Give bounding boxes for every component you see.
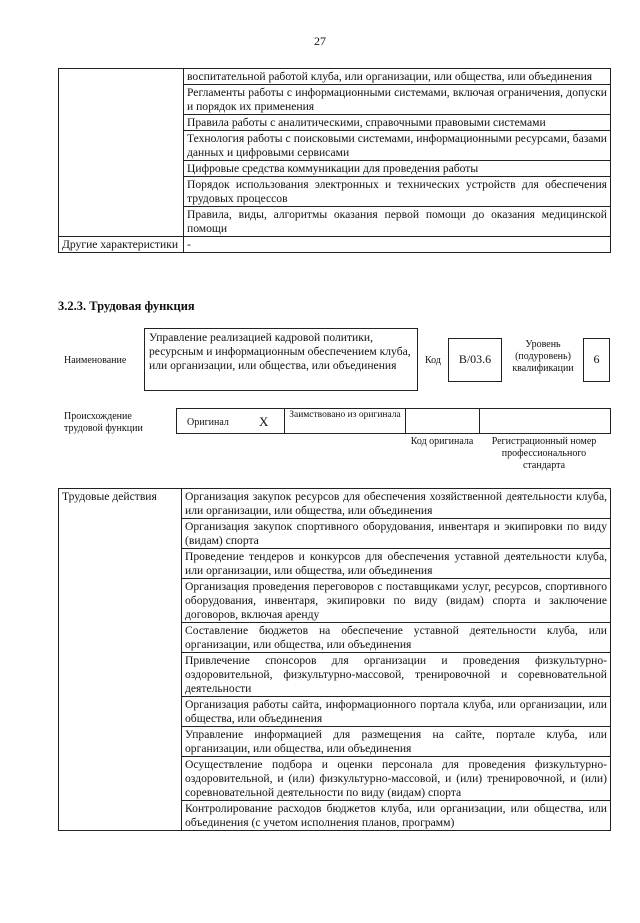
labor-action-item: Контролирование расходов бюджетов клуба, или организации, или общества, или объединения (с учетом исполнения планов, программ)	[182, 801, 611, 831]
divider	[479, 408, 480, 434]
level-label: Уровень (подуровень) квалификации	[512, 339, 574, 374]
knowledge-item: Технология работы с поисковыми системами, информационными ресурсами, базами данных и цифровыми сервисами	[184, 131, 611, 161]
divider	[405, 408, 406, 434]
knowledge-item: Правила работы с аналитическими, справочными правовыми системами	[184, 115, 611, 131]
function-code-box: В/03.6	[448, 338, 502, 382]
labor-action-item: Привлечение спонсоров для организации и проведения физкультурно-оздоровительной, физкультурно-массовой, тренировочной и соревновательной деятельности	[182, 653, 611, 697]
knowledge-item: воспитательной работой клуба, или организации, или общества, или объединения	[184, 69, 611, 85]
code-label: Код	[425, 355, 441, 366]
divider	[284, 408, 285, 434]
labor-action-item: Организация закупок спортивного оборудования, инвентаря и экипировки по виду (видам) спорта	[182, 519, 611, 549]
knowledge-item: Правила, виды, алгоритмы оказания первой помощи до оказания медицинской помощи	[184, 207, 611, 237]
original-mark: X	[259, 414, 269, 429]
section-title: 3.2.3. Трудовая функция	[58, 299, 195, 313]
labor-action-item: Проведение тендеров и конкурсов для обеспечения уставной деятельности клуба, или организации, или общества, или объединения	[182, 549, 611, 579]
labor-actions-label: Трудовые действия	[59, 489, 182, 831]
labor-action-item: Организация работы сайта, информационного портала клуба, или организации, или общества, или объединения	[182, 697, 611, 727]
knowledge-item: Порядок использования электронных и технических устройств для обеспечения трудовых процессов	[184, 177, 611, 207]
name-label: Наименование	[64, 355, 127, 366]
function-name-box: Управление реализацией кадровой политики, ресурсным и информационным обеспечением клуба, или организации, или общества, или объединения	[144, 328, 418, 391]
knowledge-table	[58, 68, 611, 253]
labor-action-item: Организация проведения переговоров с поставщиками услуг, ресурсов, спортивного оборудования, инвентаря, экипировки по виду (видам) спорта и заключение договоров, включая аренду	[182, 579, 611, 623]
code-original-caption: Код оригинала	[410, 436, 474, 447]
borrowed-label: Заимствовано из оригинала	[289, 410, 401, 420]
labor-actions-table	[58, 488, 611, 831]
knowledge-item: Регламенты работы с информационными системами, включая ограничения, допуски и порядок их применения	[184, 85, 611, 115]
reg-number-caption: Регистрационный номер профессионального стандарта	[491, 436, 597, 471]
labor-action-item: Осуществление подбора и оценки персонала для проведения физкультурно-оздоровительной, и (или) физкультурно-массовой, и (или) тренировочной, и (или) соревновательной деятельности по виду (видам) спорта	[182, 757, 611, 801]
level-value-box: 6	[583, 338, 610, 382]
origin-box	[176, 408, 611, 434]
original-label: Оригинал	[187, 417, 229, 428]
other-characteristics-value: -	[184, 237, 611, 253]
knowledge-label-cell	[59, 69, 184, 237]
labor-action-item: Составление бюджетов на обеспечение уставной деятельности клуба, или организации, или общества, или объединения	[182, 623, 611, 653]
labor-action-item: Управление информацией для размещения на сайте, портале клуба, или организации, или общества, или объединения	[182, 727, 611, 757]
origin-label: Происхождение трудовой функции	[64, 411, 143, 434]
other-characteristics-label: Другие характеристики	[59, 237, 184, 253]
page-number: 27	[314, 34, 326, 48]
knowledge-item: Цифровые средства коммуникации для проведения работы	[184, 161, 611, 177]
labor-action-item: Организация закупок ресурсов для обеспечения хозяйственной деятельности клуба, или организации, или общества, или объединения	[182, 489, 611, 519]
